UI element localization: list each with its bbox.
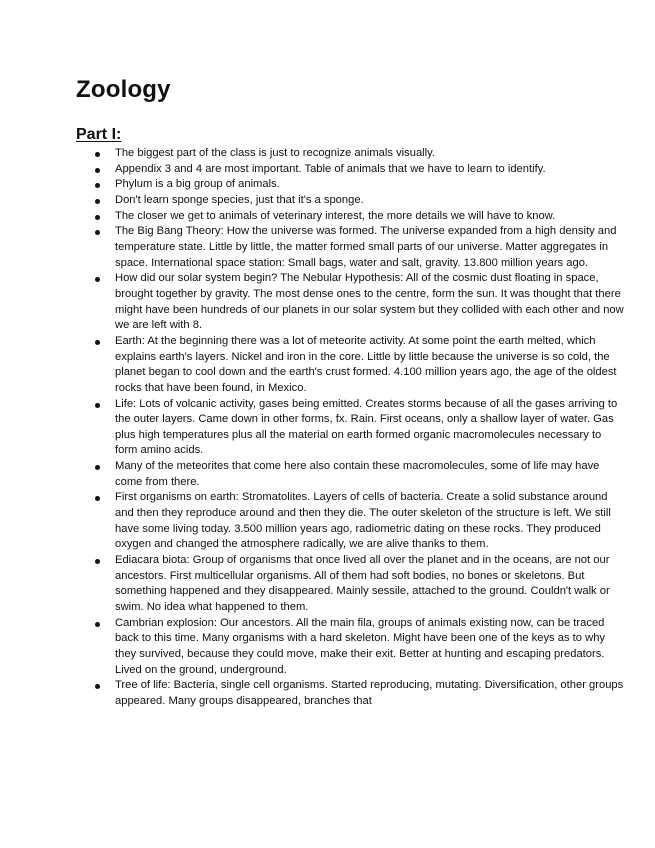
list-item bbox=[115, 162, 625, 178]
bullet-dot bbox=[95, 168, 100, 173]
bullet-dot bbox=[95, 403, 100, 408]
list-item bbox=[115, 177, 625, 193]
section-heading-part-1: Part I: bbox=[76, 126, 122, 143]
list-item bbox=[115, 271, 625, 334]
list-item bbox=[115, 193, 625, 209]
list-item-text: The closer we get to animals of veterinary interest, the more details we will have to know. bbox=[115, 209, 556, 222]
list-item-text: Cambrian explosion: Our ancestors. All the main fila, groups of animals existing now, can be traced back to this time. Many organisms with a hard skeleton. Might have been one of the keys as to why they survived, because they could move, make their exit. Better at hunting and escaping predators. Lived on the ground, underground. bbox=[115, 616, 606, 676]
list-item-text: The Big Bang Theory: How the universe was formed. The universe expanded from a high density and temperature state. Little by little, the matter formed small parts of our universe. Matter aggregates in space. International space station: Small bags, water and salt, gravity. 13.800 million years ago. bbox=[115, 225, 617, 269]
list-item-text: Phylum is a big group of animals. bbox=[115, 178, 280, 191]
bullet-dot bbox=[95, 684, 100, 689]
bullet-dot bbox=[95, 496, 100, 501]
bullet-dot bbox=[95, 230, 100, 235]
list-item-text: First organisms on earth: Stromatolites. Layers of cells of bacteria. Create a solid substance around and then they reproduce around and then they die. The outer skeleton of the structure is left. We still have some living today. 3.500 million years ago, radiometric dating on these rocks. They produced oxygen and changed the atmosphere radically, we are alive thanks to them. bbox=[115, 491, 611, 551]
bullet-dot bbox=[95, 199, 100, 204]
list-item-text: How did our solar system begin? The Nebular Hypothesis: All of the cosmic dust floating in space, brought together by gravity. The most dense ones to the centre, form the sun. It was thought that there might have been hundreds of our planets in our solar system but they collided with each other and now we are left with 8. bbox=[115, 272, 624, 332]
list-item-text: Many of the meteorites that come here also contain these macromolecules, some of life may have come from there. bbox=[115, 460, 600, 488]
list-item bbox=[115, 209, 625, 225]
bullet-dot bbox=[95, 622, 100, 627]
notes-bullet-list bbox=[76, 146, 625, 710]
list-item bbox=[115, 397, 625, 460]
bullet-dot bbox=[95, 215, 100, 220]
list-item bbox=[115, 459, 625, 490]
bullet-dot bbox=[95, 277, 100, 282]
list-item bbox=[115, 616, 625, 679]
list-item bbox=[115, 146, 625, 162]
list-item-text: Ediacara biota: Group of organisms that once lived all over the planet and in the oceans, are not our ancestors. First multicellular organisms. All of them had soft bodies, no bones or skeletons. But something happened and they disappeared. Mainly sessile, attached to the ground. Couldn't walk or swim. No idea what happened to them. bbox=[115, 554, 610, 614]
list-item-text: The biggest part of the class is just to recognize animals visually. bbox=[115, 147, 436, 159]
list-item bbox=[115, 224, 625, 271]
list-item bbox=[115, 334, 625, 397]
list-item bbox=[115, 553, 625, 616]
list-item bbox=[115, 678, 625, 709]
list-item bbox=[115, 490, 625, 553]
bullet-dot bbox=[95, 152, 100, 157]
bullet-dot bbox=[95, 340, 100, 345]
list-item-text: Life: Lots of volcanic activity, gases being emitted. Creates storms because of all the gases arriving to the outer layers. Came down in other forms, fx. Rain. First oceans, only a shallow layer of water. Gas plus high temperatures plus all the material on earth formed organic macromolecules necessary to form amino acids. bbox=[115, 397, 618, 457]
list-item-text: Tree of life: Bacteria, single cell organisms. Started reproducing, mutating. Diversification, other groups appeared. Many groups disappeared, branches that bbox=[115, 679, 624, 707]
bullet-dot bbox=[95, 183, 100, 188]
list-item-text: Appendix 3 and 4 are most important. Table of animals that we have to learn to identify. bbox=[115, 162, 546, 175]
list-item-text: Don't learn sponge species, just that it's a sponge. bbox=[115, 193, 364, 206]
list-item-text: Earth: At the beginning there was a lot of meteorite activity. At some point the earth melted, which explains earth's layers. Nickel and iron in the core. Little by little because the universe is so cold, the planet began to cool down and the earth's crust formed. 4.100 million years ago, the age of the oldest rocks that have been found, in Mexico. bbox=[115, 334, 617, 394]
document-title: Zoology bbox=[76, 76, 171, 103]
bullet-dot bbox=[95, 465, 100, 470]
bullet-dot bbox=[95, 559, 100, 564]
